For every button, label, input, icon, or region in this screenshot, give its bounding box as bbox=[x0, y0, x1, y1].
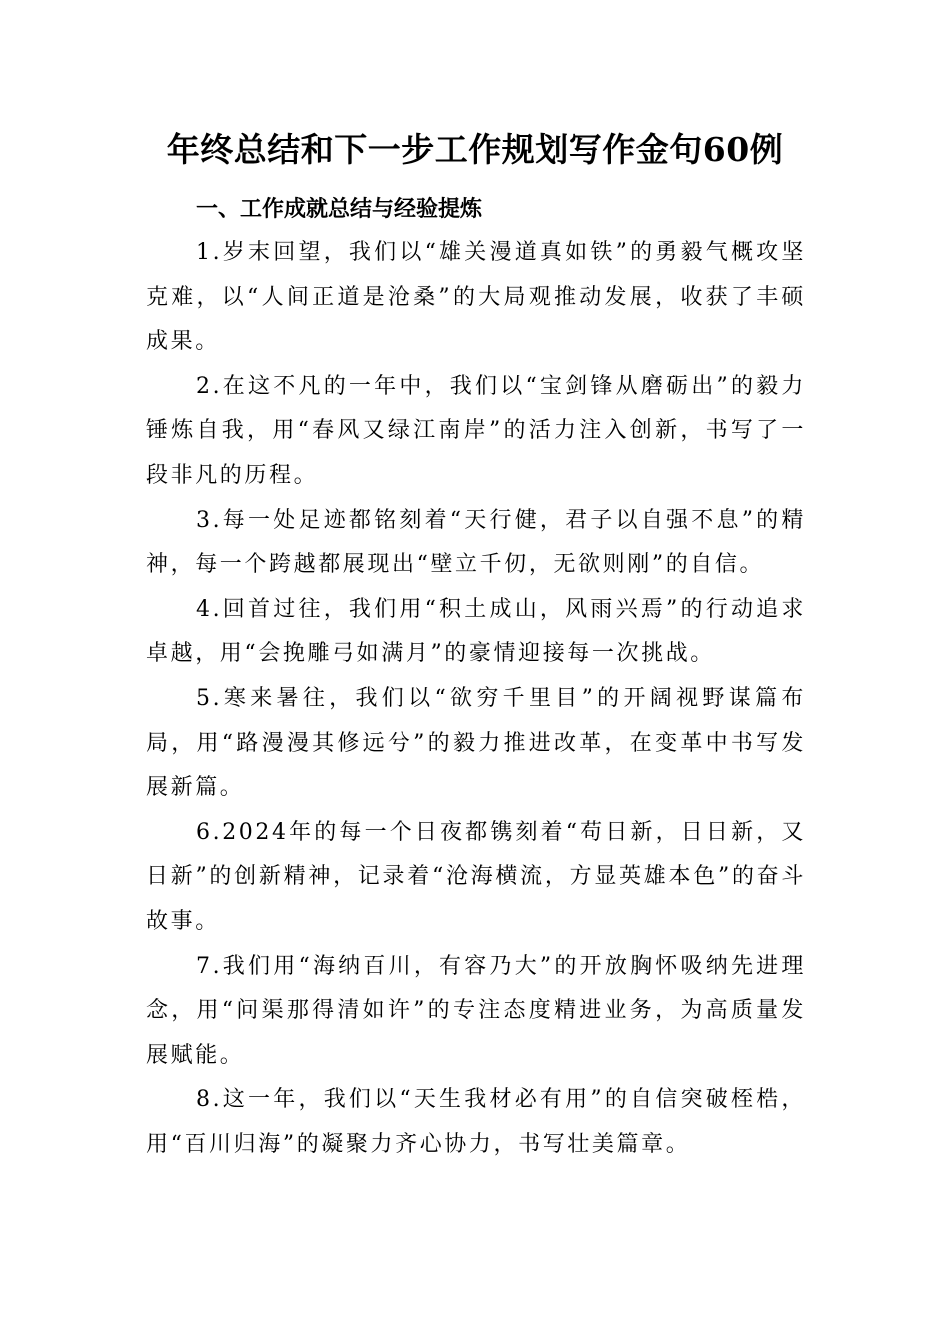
paragraph-7: 7.我们用“海纳百川，有容乃大”的开放胸怀吸纳先进理念，用“问渠那得清如许”的专注态度精进业务，为高质量发展赋能。 bbox=[146, 953, 806, 1068]
paragraph-3: 3.每一处足迹都铭刻着“天行健，君子以自强不息”的精神，每一个跨越都展现出“壁立千仞，无欲则刚”的自信。 bbox=[146, 507, 806, 578]
paragraph-2: 2.在这不凡的一年中，我们以“宝剑锋从磨砺出”的毅力锤炼自我，用“春风又绿江南岸”的活力注入创新，书写了一段非凡的历程。 bbox=[146, 373, 806, 488]
paragraph-5: 5.寒来暑往，我们以“欲穷千里目”的开阔视野谋篇布局，用“路漫漫其修远兮”的毅力推进改革，在变革中书写发展新篇。 bbox=[146, 685, 806, 801]
document-title: 年终总结和下一步工作规划写作金句60例 bbox=[166, 130, 784, 169]
paragraph-6: 6.2024年的每一个日夜都镌刻着“苟日新，日日新，又日新”的创新精神，记录着“沧海横流，方显英雄本色”的奋斗故事。 bbox=[146, 819, 806, 934]
paragraph-1: 1.岁末回望，我们以“雄关漫道真如铁”的勇毅气概攻坚克难，以“人间正道是沧桑”的大局观推动发展，收获了丰硕成果。 bbox=[146, 240, 806, 355]
section-heading: 一、工作成就总结与经验提炼 bbox=[196, 197, 483, 222]
paragraph-4: 4.回首过往，我们用“积土成山，风雨兴焉”的行动追求卓越，用“会挽雕弓如满月”的豪情迎接每一次挑战。 bbox=[146, 596, 806, 667]
paragraph-8: 8.这一年，我们以“天生我材必有用”的自信突破桎梏，用“百川归海”的凝聚力齐心协力，书写壮美篇章。 bbox=[146, 1087, 806, 1157]
section-body bbox=[146, 231, 806, 1167]
